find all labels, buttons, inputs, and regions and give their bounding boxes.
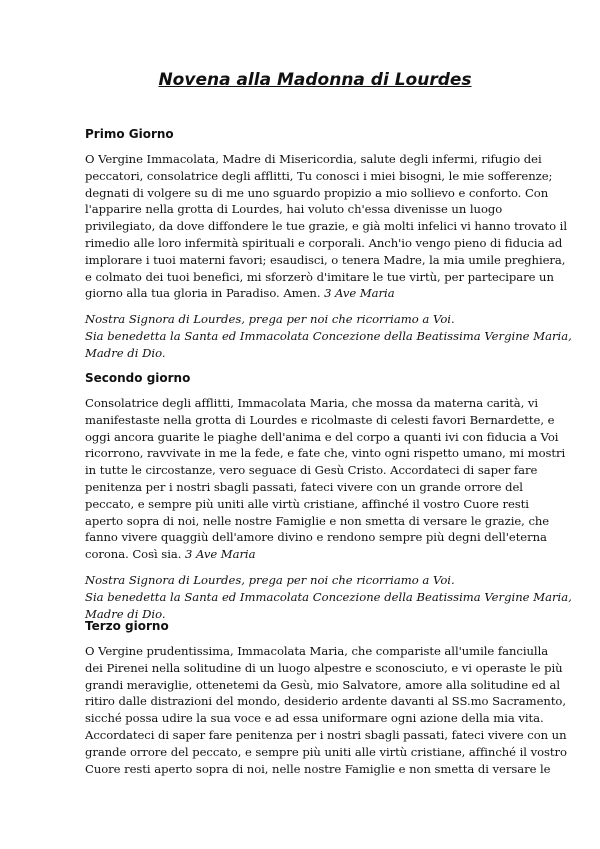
section-heading: Primo Giorno [85,127,174,141]
prayer-line-text: corona. Così sia. [85,547,182,562]
section-heading: Secondo giorno [85,371,191,385]
prayer-line: peccato, e sempre più uniti alle virtù cristiane, affinché il vostro Cuore resti [85,496,529,511]
prayer-paragraph [85,643,567,777]
prayer-line: aperto sopra di noi, nelle nostre Famiglie e non smetta di versare le grazie, che [85,513,550,528]
prayer-line: ricorrono, ravvivate in me la fede, e fate che, vinto ogni rispetto umano, mi mostri [85,446,566,461]
prayer-line: oggi ancora guarite le piaghe dell'anima e del corpo a quanti ivi con fiducia a Voi [85,429,559,444]
section-terzo-giorno [85,618,567,777]
prayer-line: grandi meraviglie, ottenetemi da Gesù, mio Salvatore, amore alla solitudine ed al [85,677,560,692]
prayer-line: privilegiato, da dove diffondere le tue grazie, e già molti infelici vi hanno trovato il [85,219,567,234]
prayer-line: rimedio alle loro infermità spirituali e corporali. Anch'io vengo pieno di fiducia ad [85,235,563,250]
prayer-line: O Vergine Immacolata, Madre di Misericordia, salute degli infermi, rifugio dei [85,152,542,166]
closing-line: Madre di Dio. [85,345,166,360]
prayer-line-text: giorno alla tua gloria in Paradiso. Amen. [85,286,321,301]
prayer-line: degnati di volgere su di me uno sguardo propizio a mio sollievo e conforto. Con [85,185,549,200]
prayer-line: e colmato dei tuoi benefici, mi sforzerò d'imitare le tue virtù, per partecipare un [85,269,554,284]
prayer-paragraph [85,395,566,563]
section-secondo-giorno [85,370,572,622]
closing-line: Sia benedetta la Santa ed Immacolata Concezione della Beatissima Vergine Maria, [85,328,572,343]
prayer-line: penitenza per i nostri sbagli passati, fateci vivere con un grande orrore del [85,479,523,494]
prayer-paragraph [85,151,567,302]
closing-line: Madre di Dio. [85,606,166,621]
prayer-line: manifestaste nella grotta di Lourdes e ricolmaste di celesti favori Bernardette, e [85,412,555,427]
prayer-line: ritiro dalle distrazioni del mondo, desiderio ardente davanti al SS.mo Sacramento, [85,694,566,709]
prayer-line: dei Pirenei nella solitudine di un luogo alpestre e sconosciuto, e vi operaste le più [85,660,563,675]
prayer-line: sicché possa udire la sua voce e ad essa uniformare ogni azione della mia vita. [85,711,544,726]
prayer-line: in tutte le circostanze, vero seguace di Gesù Cristo. Accordateci di saper fare [85,463,538,478]
prayer-line: O Vergine prudentissima, Immacolata Maria, che compariste all'umile fanciulla [85,644,549,658]
prayer-line-last [85,285,545,302]
prayer-line: Accordateci di saper fare penitenza per i nostri sbagli passati, fateci vivere con un [85,727,567,742]
prayer-line: l'apparire nella grotta di Lourdes, hai voluto ch'essa divenisse un luogo [85,202,503,217]
closing-invocation [85,572,572,622]
prayer-line: peccatori, consolatrice degli afflitti, Tu conosci i miei bisogni, le mie sofferenze; [85,168,553,183]
closing-line: Sia benedetta la Santa ed Immacolata Concezione della Beatissima Vergine Maria, [85,589,572,604]
closing-line: Nostra Signora di Lourdes, prega per noi che ricorriamo a Voi. [85,312,455,327]
closing-invocation [85,311,572,361]
prayer-line: Consolatrice degli afflitti, Immacolata Maria, che mossa da materna carità, vi [85,396,539,410]
page-title: Novena alla Madonna di Lourdes [158,70,472,90]
section-heading: Terzo giorno [85,619,169,633]
ave-maria-note: 3 Ave Maria [185,547,256,562]
closing-line: Nostra Signora di Lourdes, prega per noi che ricorriamo a Voi. [85,572,455,587]
prayer-line: grande orrore del peccato, e sempre più uniti alle virtù cristiane, affinché il vostro [85,744,567,759]
section-primo-giorno [85,126,572,362]
prayer-line: Cuore resti aperto sopra di noi, nelle nostre Famiglie e non smetta di versare le [85,761,551,776]
prayer-line: implorare i tuoi materni favori; esaudisci, o tenera Madre, la mia umile preghiera, [85,252,566,267]
ave-maria-note: 3 Ave Maria [324,286,395,301]
prayer-line-last [85,546,545,563]
prayer-line: fanno vivere quaggiù dell'amore divino e rendono sempre più degni dell'eterna [85,530,547,545]
